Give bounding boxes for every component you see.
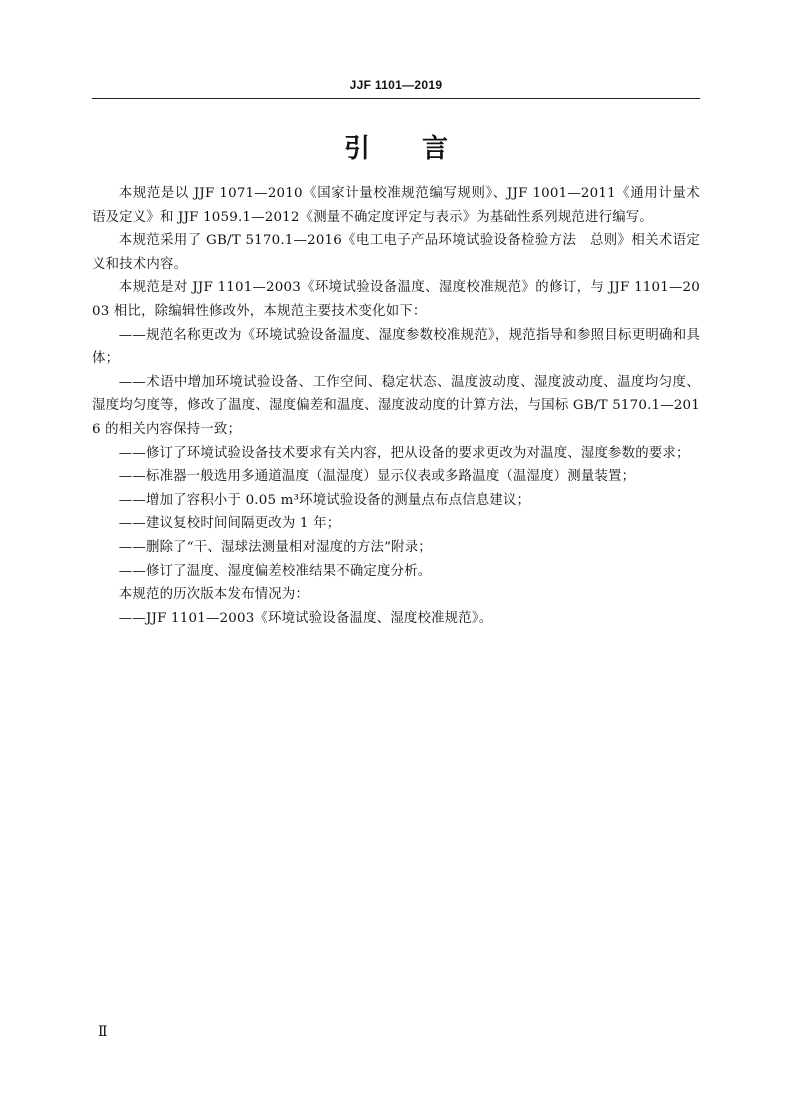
page-number: Ⅱ xyxy=(98,1024,108,1040)
change-item-appendix-removed: ——删除了“干、湿球法测量相对湿度的方法”附录； xyxy=(118,539,432,555)
change-item-terms: ——术语中增加环境试验设备、工作空间、稳定状态、温度波动度、湿度波动度、温度均匀度、湿度均匀度等，修改了温度、湿度偏差和温度、湿度波动度的计算方法，与国标 GB/T 5170.1—2016 的相关内容保持一致； xyxy=(92,374,700,437)
paragraph-history-intro: 本规范的历次版本发布情况为： xyxy=(118,587,310,603)
paragraph-revision-intro: 本规范是对 JJF 1101—2003《环境试验设备温度、湿度校准规范》的修订，与 JJF 1101—2003 相比，除编辑性修改外，本规范主要技术变化如下： xyxy=(92,280,700,319)
change-item-recalibration-interval: ——建议复校时间间隔更改为 1 年； xyxy=(118,516,341,532)
change-item-uncertainty: ——修订了温度、湿度偏差校准结果不确定度分析。 xyxy=(118,563,432,579)
paragraph-adopted-standard: 本规范采用了 GB/T 5170.1—2016《电工电子产品环境试验设备检验方法 总则》相关术语定义和技术内容。 xyxy=(92,233,700,272)
history-item-2003: ——JJF 1101—2003《环境试验设备温度、湿度校准规范》。 xyxy=(118,610,493,626)
change-item-name: ——规范名称更改为《环境试验设备温度、湿度参数校准规范》，规范指导和参照目标更明确和具体； xyxy=(92,327,700,367)
change-item-small-volume: ——增加了容积小于 0.05 m³环境试验设备的测量点布点信息建议； xyxy=(118,492,531,508)
document-code-header: JJF 1101—2019 xyxy=(349,78,443,92)
page-title: 引言 xyxy=(343,134,500,164)
change-item-requirements: ——修订了环境试验设备技术要求有关内容，把从设备的要求更改为对温度、湿度参数的要求； xyxy=(118,445,690,461)
change-item-standard-instrument: ——标准器一般选用多通道温度（温湿度）显示仪表或多路温度（温湿度）测量装置； xyxy=(118,469,636,485)
body-text xyxy=(92,182,700,630)
header-divider xyxy=(92,98,700,99)
paragraph-basis: 本规范是以 JJF 1071—2010《国家计量校准规范编写规则》、JJF 1001—2011《通用计量术语及定义》和 JJF 1059.1—2012《测量不确定度评定与表示》为基础性系列规范进行编写。 xyxy=(92,186,700,225)
